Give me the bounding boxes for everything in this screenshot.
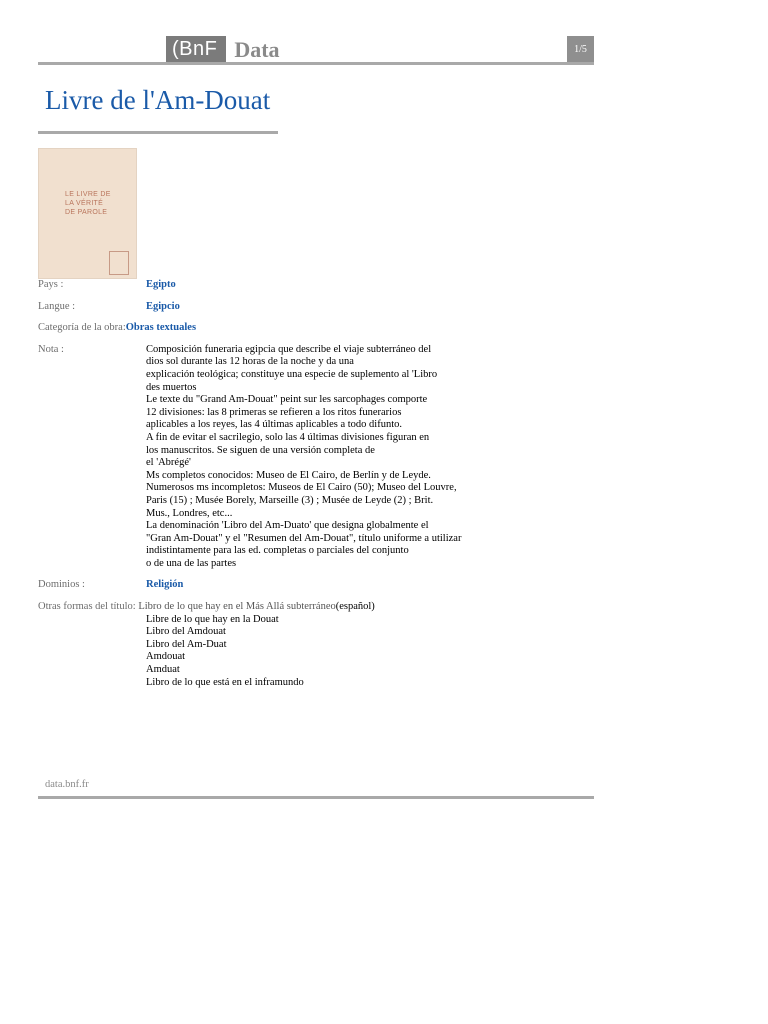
nota-line: des muertos [146, 381, 197, 393]
page-indicator: 1/5 [567, 36, 594, 63]
dominios-link[interactable]: Religión [146, 579, 184, 591]
pays-link[interactable]: Egipto [146, 279, 176, 290]
nota-line: Paris (15) ; Musée Borely, Marseille (3) ; Musée de Leyde (2) ; Brit. [146, 494, 434, 506]
title-divider [38, 131, 278, 134]
nota-line: Ms completos conocidos: Museo de El Cairo, de Berlín y de Leyde. [146, 469, 431, 481]
alt-title: Libro de lo que está en el inframundo [146, 676, 304, 688]
nota-line: Composición funeraria egipcia que describe el viaje subterráneo del [146, 343, 432, 355]
nota-line: explicación teológica; constituye una especie de suplemento al 'Libro [146, 368, 438, 380]
nota-line: el 'Abrégé' [146, 457, 191, 469]
nota-line: aplicables a los reyes, las 4 últimas aplicables a todo difunto. [146, 419, 403, 431]
nota-line: La denominación 'Libro del Am-Duato' que designa globalmente el [146, 520, 429, 532]
categoria-link[interactable]: Obras textuales [125, 322, 197, 334]
nota-line: los manuscritos. Se siguen de una versión completa de [146, 444, 375, 456]
footer-divider [38, 796, 594, 799]
alt-title: Libro de lo que hay en el Más Allá subterráneo [138, 601, 336, 613]
alt-title: Libre de lo que hay en la Douat [146, 613, 279, 625]
nota-line: Mus., Londres, etc... [146, 507, 233, 519]
book-cover-image [38, 148, 137, 279]
field-nota [38, 344, 498, 571]
bnf-logo-mark: (BnF [166, 36, 226, 63]
bnf-data-logo [166, 36, 280, 63]
nota-line: indistintamente para las ed. completas o parciales del conjunto [146, 545, 409, 557]
field-label: Pays : [38, 279, 64, 290]
field-otras-formas [38, 601, 498, 689]
footer-site-link[interactable]: data.bnf.fr [45, 779, 89, 790]
cover-line: DE PAROLE [65, 209, 108, 216]
field-categoria [38, 322, 498, 335]
field-dominios [38, 579, 498, 592]
field-label: Otras formas del título: [38, 601, 136, 613]
alt-title-language: (español) [335, 601, 375, 613]
field-label: Nota : [38, 343, 64, 355]
nota-line: o de una de las partes [146, 557, 237, 569]
field-label: Dominios : [38, 579, 85, 591]
header-divider [38, 62, 594, 65]
nota-line: "Gran Am-Douat" y el "Resumen del Am-Douat", título uniforme a utilizar [146, 532, 462, 544]
nota-line: Numerosos ms incompletos: Museos de El Cairo (50); Museo del Louvre, [146, 482, 457, 494]
page-header [38, 34, 594, 63]
nota-line: dios sol durante las 12 horas de la noche y da una [146, 356, 354, 368]
cover-line: LE LIVRE DE [65, 191, 111, 198]
nota-line: Le texte du "Grand Am-Douat" peint sur les sarcophages comporte [146, 394, 428, 406]
otras-formas-first-line [38, 601, 498, 614]
cover-line: LA VÉRITÉ [65, 200, 104, 207]
langue-link[interactable]: Egipcio [146, 300, 180, 312]
alt-title: Libro del Amdouat [146, 626, 226, 638]
record-fields [38, 279, 498, 689]
cover-title [65, 190, 111, 217]
page-title: Livre de l'Am-Douat [45, 85, 271, 115]
field-pays [38, 279, 498, 292]
field-label: Categoría de la obra: [38, 322, 126, 334]
alt-title-list [38, 614, 498, 690]
nota-text [146, 344, 461, 571]
field-label: Langue : [38, 300, 76, 312]
field-langue [38, 301, 498, 314]
alt-title: Amduat [146, 664, 180, 676]
alt-title: Amdouat [146, 651, 186, 663]
alt-title: Libro del Am-Duat [146, 638, 227, 650]
nota-line: 12 divisiones: las 8 primeras se refieren a los ritos funerarios [146, 406, 402, 418]
nota-line: A fin de evitar el sacrilegio, solo las 4 últimas divisiones figuran en [146, 431, 430, 443]
cover-stamp [109, 251, 129, 275]
data-logo-text: Data [234, 37, 280, 62]
